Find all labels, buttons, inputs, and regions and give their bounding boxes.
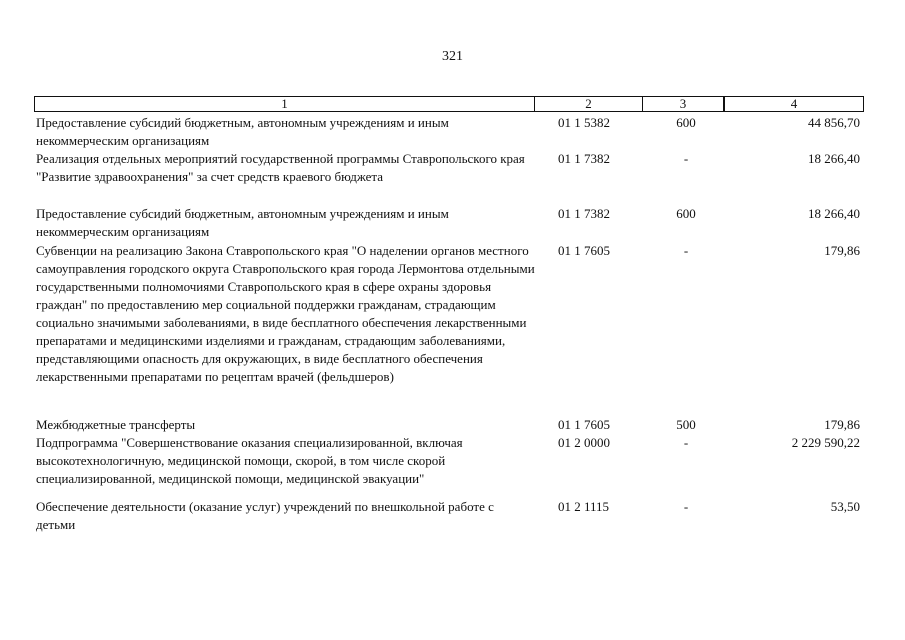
row-code: 01 2 1115 bbox=[558, 499, 610, 514]
row-description: Реализация отдельных мероприятий государственной программы Ставропольского края "Развитие здравоохранения" за счет средств краевого бюджета bbox=[36, 151, 525, 184]
row-type: - bbox=[683, 435, 689, 450]
row-code: 01 1 7605 bbox=[558, 243, 610, 258]
header-col-4: 4 bbox=[724, 97, 863, 111]
row-amount: 179,86 bbox=[824, 417, 860, 432]
row-code: 01 1 7605 bbox=[558, 417, 610, 432]
page-number: 321 bbox=[442, 49, 463, 64]
row-type: 600 bbox=[676, 115, 696, 130]
row-code: 01 2 0000 bbox=[558, 435, 610, 450]
row-amount: 18 266,40 bbox=[808, 151, 860, 166]
row-amount: 18 266,40 bbox=[808, 206, 860, 221]
row-description: Предоставление субсидий бюджетным, автономным учреждениям и иным некоммерческим организациям bbox=[36, 206, 449, 239]
row-amount: 179,86 bbox=[824, 243, 860, 258]
row-code: 01 1 7382 bbox=[558, 151, 610, 166]
row-description: Предоставление субсидий бюджетным, автономным учреждениям и иным некоммерческим организациям bbox=[36, 115, 449, 148]
row-amount: 44 856,70 bbox=[808, 115, 860, 130]
row-type: - bbox=[683, 499, 689, 514]
header-col-3: 3 bbox=[642, 97, 724, 111]
row-type: - bbox=[683, 151, 689, 166]
row-code: 01 1 7382 bbox=[558, 206, 610, 221]
row-description: Субвенции на реализацию Закона Ставропольского края "О наделении органов местного самоуправления городского округа Ставропольского края города Лермонтова отдельными государственными полномочиями Ставропольского края в сфере охраны здоровья граждан" по предоставлению мер социальной поддержки гражданам, страдающим социально значимыми заболеваниями, в виде бесплатного обеспечения лекарственными препаратами и медицинскими изделиями и гражданам, страдающим заболеваниями, представляющими опасность для окружающих, в виде бесплатного обеспечения лекарственными препаратами по рецептам врачей (фельдшеров) bbox=[36, 243, 535, 384]
row-amount: 53,50 bbox=[830, 499, 860, 514]
header-col-1: 1 bbox=[281, 96, 288, 111]
table-header bbox=[34, 96, 864, 112]
row-description: Подпрограмма "Совершенствование оказания специализированной, включая высокотехнологичную, медицинской помощи, скорой, в том числе скорой специализированной, медицинской помощи, медицинской эвакуации" bbox=[36, 435, 463, 486]
row-description: Межбюджетные трансферты bbox=[36, 417, 196, 432]
row-type: 500 bbox=[676, 417, 696, 432]
row-type: - bbox=[683, 243, 689, 258]
row-description: Обеспечение деятельности (оказание услуг) учреждений по внешкольной работе с детьми bbox=[36, 499, 494, 532]
row-code: 01 1 5382 bbox=[558, 115, 610, 130]
header-col-2: 2 bbox=[534, 97, 642, 111]
row-type: 600 bbox=[676, 206, 696, 221]
row-amount: 2 229 590,22 bbox=[791, 435, 860, 450]
